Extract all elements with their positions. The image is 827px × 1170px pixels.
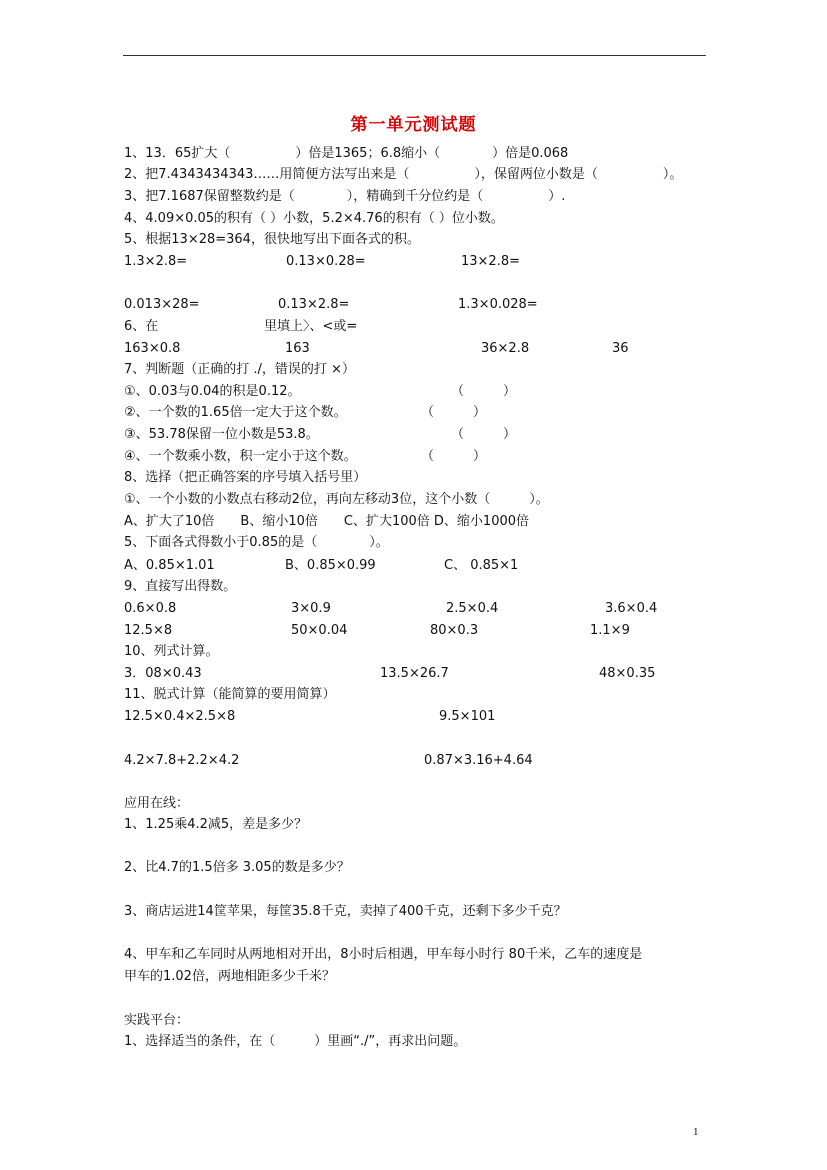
text-line: 13.5×26.7: [380, 666, 449, 681]
text-line: 应用在线：: [124, 796, 190, 811]
text-line: 1.1×9: [590, 623, 630, 638]
header-rule: [123, 55, 706, 56]
text-line: 0.13×0.28=: [286, 254, 366, 269]
text-line: 48×0.35: [599, 666, 656, 681]
text-line: 0.87×3.16+4.64: [424, 753, 533, 768]
text-line: 0.6×0.8: [124, 601, 177, 616]
text-line: B、0.85×0.99: [285, 558, 376, 573]
text-line: ④、一个数乘小数，积一定小于这个数。: [124, 449, 357, 464]
text-line: ③、53.78保留一位小数是53.8。: [124, 427, 319, 442]
text-line: 1、1.25乘4.2减5，差是多少？: [124, 817, 308, 832]
text-line: 80×0.3: [430, 623, 479, 638]
text-line: 0.13×2.8=: [278, 297, 350, 312]
page-title: 第一单元测试题: [350, 115, 477, 135]
text-line: C、 0.85×1: [444, 558, 519, 573]
text-line: 2、把7.4343434343……用简便方法写出来是（ ），保留两位小数是（ ）。: [124, 167, 683, 182]
text-line: （ ）: [451, 427, 517, 442]
text-line: 4、4.09×0.05的积有（ ）小数，5.2×4.76的积有（ ）位小数。: [124, 211, 504, 226]
text-line: 实践平台：: [124, 1013, 190, 1028]
text-line: ②、一个数的1.65倍一定大于这个数。: [124, 405, 347, 420]
text-line: 11、脱式计算（能简算的要用简算）: [124, 687, 336, 702]
text-line: 5、下面各式得数小于0.85的是（ ）。: [124, 535, 389, 550]
text-line: 12.5×8: [124, 623, 173, 638]
text-line: 2.5×0.4: [446, 601, 499, 616]
page-number: 1: [693, 1126, 699, 1138]
text-line: 12.5×0.4×2.5×8: [124, 709, 236, 724]
text-line: 36: [612, 341, 629, 356]
text-line: 4.2×7.8+2.2×4.2: [124, 753, 240, 768]
text-line: A、0.85×1.01: [124, 558, 215, 573]
text-line: 甲车的1.02倍，两地相距多少千米？: [124, 969, 335, 984]
text-line: 2、比4.7的1.5倍多 3.05的数是多少？: [124, 860, 350, 875]
text-line: 1.3×0.028=: [458, 297, 538, 312]
text-line: 50×0.04: [291, 623, 348, 638]
text-line: 3、把7.1687保留整数约是（ ），精确到千分位约是（ ）.: [124, 189, 566, 204]
text-line: ①、一个小数的小数点右移动2位，再向左移动3位，这个小数（ ）。: [124, 492, 549, 507]
text-line: 8、选择（把正确答案的序号填入括号里）: [124, 470, 367, 485]
text-line: 3.6×0.4: [605, 601, 658, 616]
text-line: 1、选择适当的条件，在（ ）里画“./”，再求出问题。: [124, 1034, 467, 1049]
text-line: 3×0.9: [291, 601, 331, 616]
text-line: ①、0.03与0.04的积是0.12。: [124, 384, 301, 399]
text-line: 4、甲车和乙车同时从两地相对开出，8小时后相遇，甲车每小时行 80千米，乙车的速度是: [124, 947, 643, 962]
text-line: 0.013×28=: [124, 297, 200, 312]
text-line: 163: [285, 341, 310, 356]
text-line: A、扩大了10倍 B、缩小10倍 C、扩大100倍 D、缩小1000倍: [124, 514, 530, 529]
text-line: 10、列式计算。: [124, 644, 219, 659]
text-line: 163×0.8: [124, 341, 181, 356]
text-line: 1、13．65扩大（ ）倍是1365；6.8缩小（ ）倍是0.068: [124, 146, 569, 161]
text-line: 5、根据13×28=364，很快地写出下面各式的积。: [124, 232, 420, 247]
text-line: （ ）: [451, 384, 517, 399]
text-line: 里填上〉、<或=: [264, 319, 358, 334]
text-line: 7、判断题（正确的打 ./，错误的打 ×）: [124, 362, 355, 377]
text-line: 13×2.8=: [461, 254, 521, 269]
text-line: 9.5×101: [439, 709, 496, 724]
text-line: 6、在: [124, 319, 159, 334]
text-line: 3、商店运进14筐苹果，每筐35.8千克，卖掉了400千克，还剩下多少千克？: [124, 904, 567, 919]
text-line: 3．08×0.43: [124, 666, 202, 681]
text-line: （ ）: [421, 449, 487, 464]
text-line: 1.3×2.8=: [124, 254, 188, 269]
text-line: 9、直接写出得数。: [124, 579, 237, 594]
text-line: 36×2.8: [481, 341, 530, 356]
text-line: （ ）: [421, 405, 487, 420]
